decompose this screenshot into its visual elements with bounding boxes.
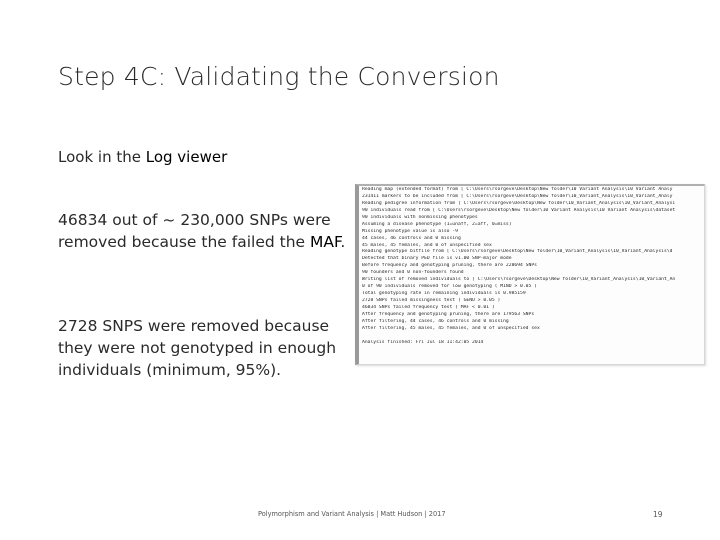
log-line: Reading map (extended format) from [ C:\Users\rsorgeve\Desktop\New folder\10 Variant Analysis\10 Variant Analy xyxy=(362,187,673,192)
log-line: 44 cases, 46 controls and 0 missing xyxy=(362,235,461,241)
log-line: After filtering, 45 males, 45 females, and 0 of unspecified sex xyxy=(362,325,540,331)
log-line: 2728 SNPs failed missingness test ( GENO > 0.05 ) xyxy=(362,298,501,303)
log-line: Assuming a disease phenotype (1=unaff, 2=aff, 0=miss) xyxy=(362,221,512,227)
log-line: 231411 markers to be included from [ C:\Users\rsorgeve\Desktop\New folder\10_Variant_Analysis\10_Variant_Analy xyxy=(362,193,673,199)
intro-prefix: Look in the xyxy=(58,148,146,166)
maf-removal-paragraph xyxy=(58,209,348,253)
log-line: Detected that binary PED file is v1.00 SNP-major mode xyxy=(362,256,512,262)
log-line: Total genotyping rate in remaining individuals is 0.985159 xyxy=(362,291,526,297)
para1-prefix: 46834 out of ~ 230,000 SNPs were removed because the failed the xyxy=(58,211,331,251)
log-line: 0 of 90 individuals removed for low genotyping ( MIND > 0.05 ) xyxy=(362,284,537,290)
log-viewer-emphasis: Log viewer xyxy=(145,148,228,166)
log-line: Before frequency and genotyping pruning, there are 228694 SNPs xyxy=(362,263,537,269)
log-line: 90 individuals read from [ C:\Users\rsorgeve\Desktop\New folder\10 Variant Analysis\10 Variant Analysis\dataset xyxy=(362,207,676,213)
log-viewer-screenshot xyxy=(355,184,705,365)
log-lines xyxy=(362,187,702,347)
log-line: Analysis finished: Fri Jul 18 11:42:05 2014 xyxy=(362,339,484,345)
slide-title: Step 4C: Validating the Conversion xyxy=(58,62,500,91)
maf-emphasis: MAF xyxy=(309,233,341,251)
slide-footer: Polymorphism and Variant Analysis | Matt Hudson | 2017 xyxy=(258,510,446,518)
log-line: Writing list of removed individuals to [ C:\Users\rsorgeve\Desktop\New folder\10_Variant_Analysis\10_Variant_An xyxy=(362,277,676,283)
log-line: Reading genotype bitfile from [ C:\Users\rsorgeve\Desktop\New folder\10_Variant_Analysis\10_Variant_Analysis\d xyxy=(362,249,673,255)
genotyping-removal-paragraph: 2728 SNPS were removed because they were not genotyped in enough individuals (minimum, 95%). xyxy=(58,317,337,379)
log-line: 45 males, 45 females, and 0 of unspecified sex xyxy=(362,242,492,248)
log-line: 90 founders and 0 non-founders found xyxy=(362,270,464,276)
para1-suffix: . xyxy=(340,233,346,251)
intro-text xyxy=(58,148,227,166)
page-number: 19 xyxy=(653,510,663,519)
log-line xyxy=(362,333,702,340)
log-line: After filtering, 44 cases, 46 controls and 0 missing xyxy=(362,318,509,324)
log-line: 90 individuals with nonmissing phenotypes xyxy=(362,214,478,220)
log-line: Missing phenotype value is also -9 xyxy=(362,228,458,234)
log-line: Reading pedigree information from [ C:\Users\rsorgeve\Desktop\New folder\10_Variant_Analysis\10_Variant_Analysi xyxy=(362,200,676,206)
log-line: After frequency and genotyping pruning, there are 179563 SNPs xyxy=(362,311,535,317)
log-line: 46834 SNPs failed frequency test ( MAF < 0.01 ) xyxy=(362,304,495,310)
